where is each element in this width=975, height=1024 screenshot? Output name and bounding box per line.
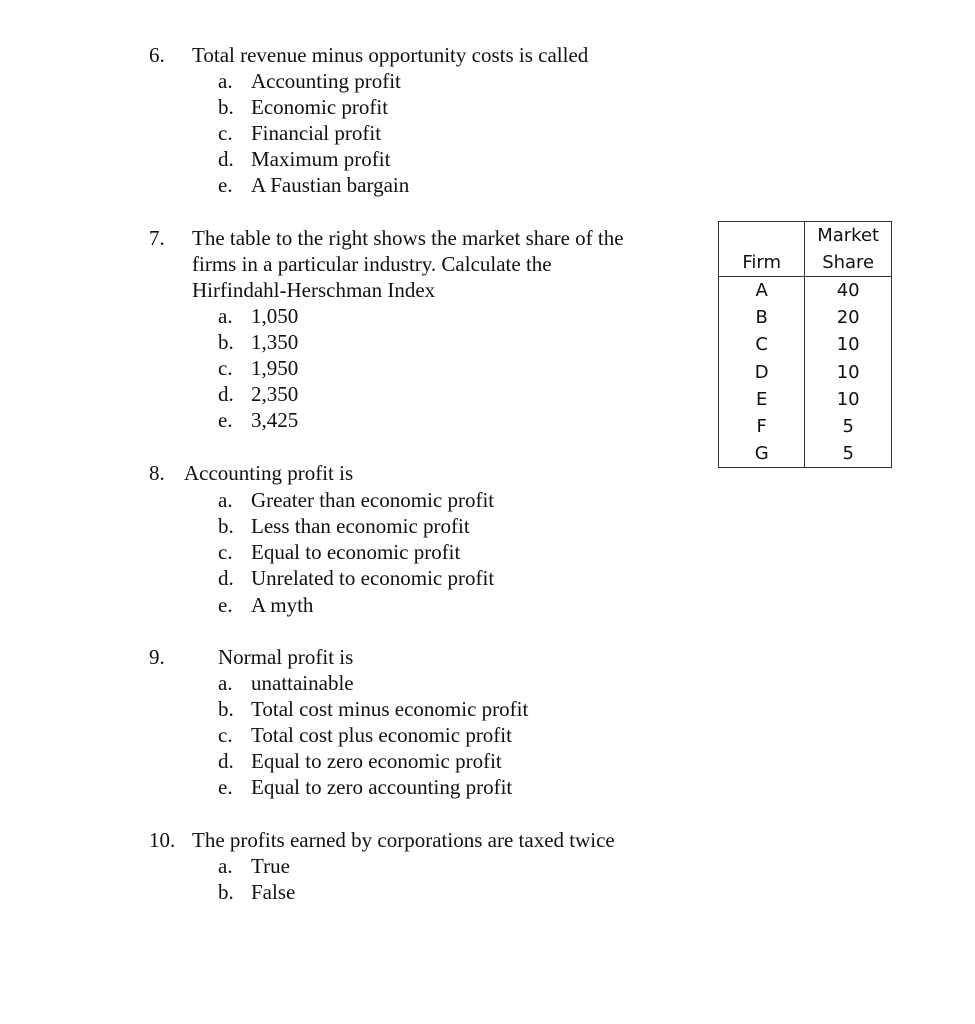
- option-letter: a.: [218, 671, 233, 695]
- option-letter: a.: [218, 488, 233, 512]
- option-letter: e.: [218, 775, 233, 799]
- table-header-share: Share: [805, 249, 892, 277]
- option-letter: d.: [218, 749, 234, 773]
- option-text: Equal to zero accounting profit: [251, 775, 513, 799]
- option-text: Economic profit: [251, 95, 389, 119]
- option-text: Equal to zero economic profit: [251, 749, 502, 773]
- question-stem: Normal profit is: [218, 645, 354, 669]
- question-stem: The profits earned by corporations are taxed twice: [192, 828, 615, 852]
- share-cell: 10: [805, 359, 892, 386]
- option-text: A Faustian bargain: [251, 173, 410, 197]
- question-stem: Accounting profit is: [184, 461, 354, 485]
- firm-cell: F: [719, 413, 805, 440]
- option-letter: d.: [218, 382, 234, 406]
- question-number: 8.: [149, 461, 165, 485]
- firm-cell: C: [719, 331, 805, 358]
- option-letter: e.: [218, 173, 233, 197]
- option-letter: d.: [218, 566, 234, 590]
- table-row: [719, 440, 892, 468]
- table-row: [719, 277, 892, 305]
- option-text: unattainable: [251, 671, 354, 695]
- option-text: A myth: [251, 593, 314, 617]
- table-row: [719, 386, 892, 413]
- question-stem-line: firms in a particular industry. Calculate the: [192, 252, 552, 276]
- option-text: False: [251, 880, 296, 904]
- option-letter: c.: [218, 723, 233, 747]
- option-text: True: [251, 854, 290, 878]
- table-header-firm: Firm: [719, 249, 805, 277]
- firm-cell: A: [719, 277, 805, 305]
- table-row: [719, 304, 892, 331]
- option-text: Financial profit: [251, 121, 382, 145]
- firm-cell: G: [719, 440, 805, 468]
- option-letter: b.: [218, 95, 234, 119]
- option-text: 2,350: [251, 382, 299, 406]
- question-number: 10.: [149, 828, 176, 852]
- option-text: Equal to economic profit: [251, 540, 461, 564]
- option-text: Total cost plus economic profit: [251, 723, 512, 747]
- table-header-market: Market: [805, 222, 892, 250]
- option-letter: e.: [218, 593, 233, 617]
- question-stem-line: The table to the right shows the market share of the: [192, 226, 624, 250]
- question-stem-line: Hirfindahl-Herschman Index: [192, 278, 436, 302]
- option-letter: c.: [218, 540, 233, 564]
- question-number: 9.: [149, 645, 165, 669]
- market-share-table: [718, 221, 892, 468]
- option-text: 1,050: [251, 304, 299, 328]
- table-header-blank: [719, 222, 805, 250]
- share-cell: 5: [805, 440, 892, 468]
- option-letter: b.: [218, 880, 234, 904]
- option-letter: a.: [218, 69, 233, 93]
- option-text: Unrelated to economic profit: [251, 566, 495, 590]
- option-letter: b.: [218, 330, 234, 354]
- option-text: 3,425: [251, 408, 299, 432]
- option-text: 1,350: [251, 330, 299, 354]
- option-letter: d.: [218, 147, 234, 171]
- option-letter: b.: [218, 697, 234, 721]
- share-cell: 10: [805, 331, 892, 358]
- option-text: 1,950: [251, 356, 299, 380]
- option-text: Greater than economic profit: [251, 488, 495, 512]
- table-row: [719, 413, 892, 440]
- option-letter: a.: [218, 854, 233, 878]
- option-text: Maximum profit: [251, 147, 391, 171]
- table-row: [719, 359, 892, 386]
- option-letter: e.: [218, 408, 233, 432]
- share-cell: 5: [805, 413, 892, 440]
- question-number: 7.: [149, 226, 165, 250]
- option-text: Accounting profit: [251, 69, 401, 93]
- share-cell: 40: [805, 277, 892, 305]
- firm-cell: E: [719, 386, 805, 413]
- option-text: Total cost minus economic profit: [251, 697, 529, 721]
- option-letter: b.: [218, 514, 234, 538]
- share-cell: 10: [805, 386, 892, 413]
- firm-cell: D: [719, 359, 805, 386]
- question-number: 6.: [149, 43, 165, 67]
- option-letter: c.: [218, 356, 233, 380]
- table-row: [719, 331, 892, 358]
- share-cell: 20: [805, 304, 892, 331]
- option-text: Less than economic profit: [251, 514, 470, 538]
- option-letter: c.: [218, 121, 233, 145]
- question-stem: Total revenue minus opportunity costs is called: [192, 43, 589, 67]
- firm-cell: B: [719, 304, 805, 331]
- option-letter: a.: [218, 304, 233, 328]
